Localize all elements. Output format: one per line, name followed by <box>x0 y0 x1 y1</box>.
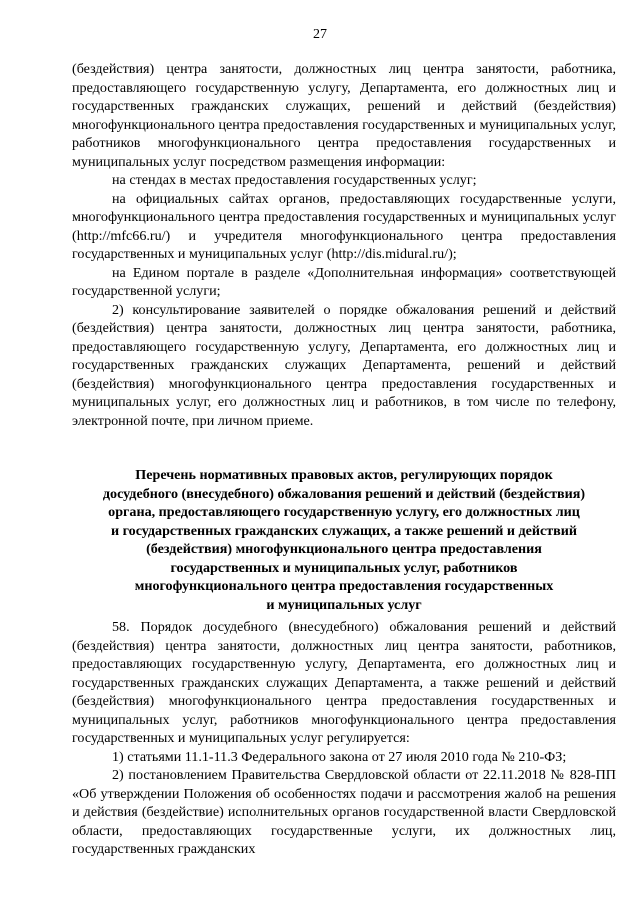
intro-paragraph: 2) консультирование заявителей о порядке обжалования решений и действий (бездействия) центра занятости, должностных лиц центра занятости, работника, предоставляющего государственную услугу, Департамента, его должностных лиц и государственных гражданских служащих Департамента, решений и действий (бездействия) многофункционального центра предоставления государственных и муниципальных услуг, его должностных лиц и работников, в том числе по телефону, электронной почте, при личном приеме. <box>72 301 616 429</box>
body-paragraph: 58. Порядок досудебного (внесудебного) обжалования решений и действий (бездействия) центра занятости, должностных лиц центра занятости, работников, предоставляющих государственную услугу, Департамента, его должностных лиц и государственных гражданских служащих Департамента, а также решений и действий (бездействия) многофункционального центра предоставления государственных и муниципальных услуг, работников многофункционального центра предоставления государственных и муниципальных услуг регулируется: <box>72 619 616 746</box>
intro-paragraph: (бездействия) центра занятости, должностных лиц центра занятости, работника, предоставляющего государственную услугу, Департамента, его должностных лиц и государственных гражданских служащих, решений и действий (бездействия) многофункционального центра предоставления государственных и муниципальных услуг, работников многофункционального центра предоставления государственных и муниципальных услуг посредством размещения информации: <box>72 61 616 170</box>
intro-paragraph: на Едином портале в разделе «Дополнительная информация» соответствующей государственной услуги; <box>72 264 616 299</box>
intro-paragraph: на стендах в местах предоставления государственных услуг; <box>112 172 477 188</box>
page-number: 27 <box>313 27 327 42</box>
heading-line: досудебного (внесудебного) обжалования решений и действий (бездействия) <box>102 485 586 502</box>
intro-section <box>72 60 616 430</box>
heading-line: и государственных гражданских служащих, а также решений и действий <box>110 522 578 539</box>
body-paragraph: 1) статьями 11.1-11.3 Федерального закона от 27 июля 2010 года № 210-ФЗ; <box>112 748 567 765</box>
heading-line: государственных и муниципальных услуг, работников <box>170 559 518 576</box>
body-paragraph: 2) постановлением Правительства Свердловской области от 22.11.2018 № 828-ПП «Об утверждении Положения об особенностях подачи и рассмотрения жалоб на решения и действия (бездействие) исполнительных органов государственной власти Свердловской области, предоставляющих государственные услуги, их должностных лиц, государственных гражданских <box>72 767 616 857</box>
intro-paragraph: на официальных сайтах органов, предоставляющих государственные услуги, многофункционального центра предоставления государственных и муниципальных услуг (http://mfc66.ru/) и учредителя многофункционального центра предоставления государственных и муниципальных услуг (http://dis.midural.ru/); <box>72 190 616 262</box>
heading-line: Перечень нормативных правовых актов, регулирующих порядок <box>135 467 553 483</box>
heading-line: многофункционального центра предоставления государственных <box>134 578 554 594</box>
heading-line: и муниципальных услуг <box>266 596 422 613</box>
heading-line: органа, предоставляющего государственную услугу, его должностных лиц <box>108 504 580 520</box>
body-section <box>72 618 616 859</box>
heading-line: (бездействия) многофункционального центра предоставления <box>146 541 542 557</box>
section-heading <box>72 466 616 614</box>
